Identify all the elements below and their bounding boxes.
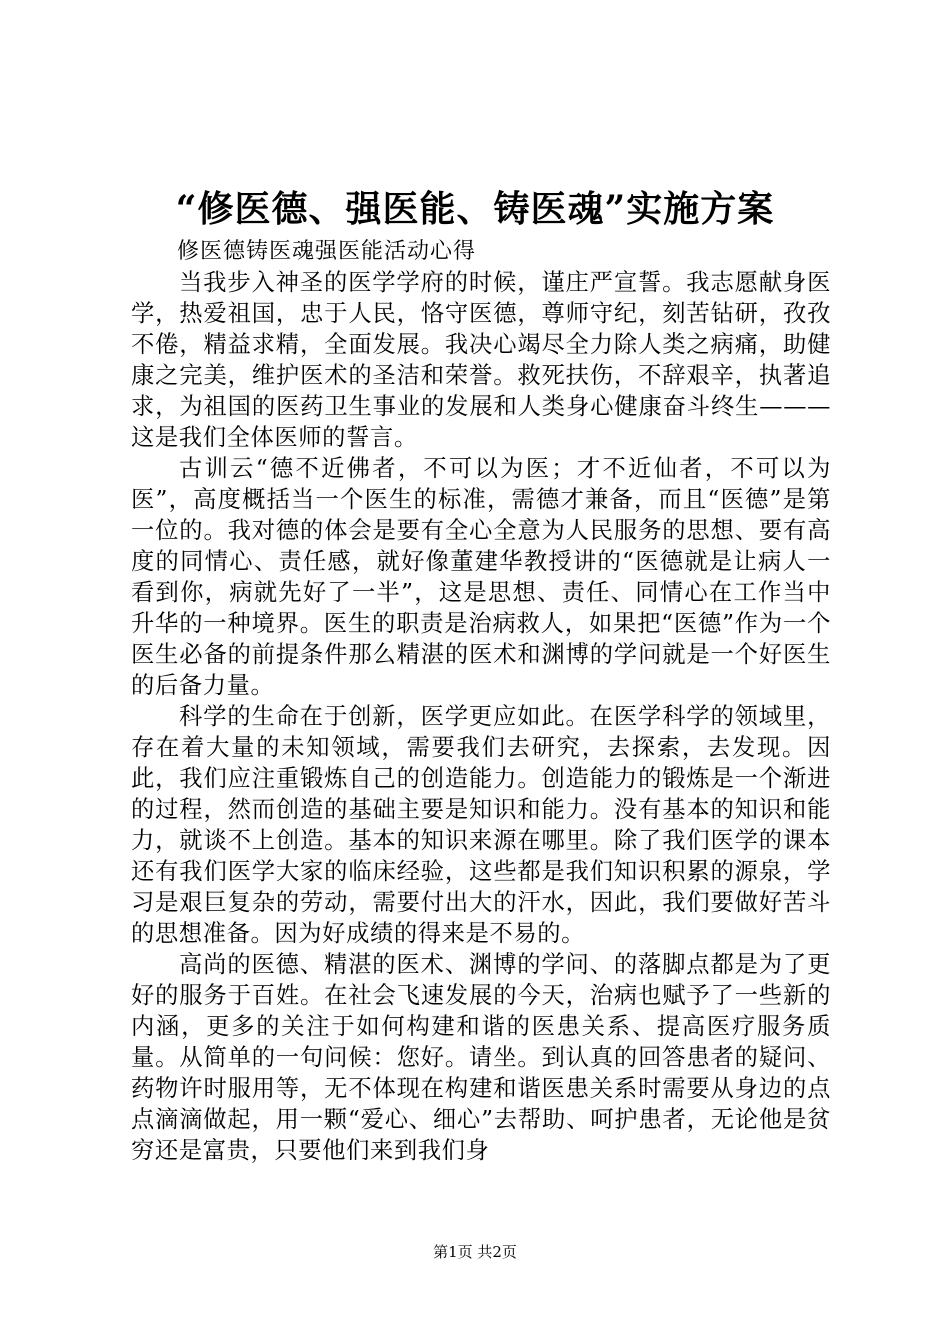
document-body [131, 236, 831, 1166]
paragraph-4: 高尚的医德、精湛的医术、渊博的学问、的落脚点都是为了更好的服务于百姓。在社会飞速发展的今天，治病也赋予了一些新的内涵，更多的关注于如何构建和谐的医患关系、提高医疗服务质量。从简单的一句问候：您好。请坐。到认真的回答患者的疑问、药物许时服用等，无不体现在构建和谐医患关系时需要从身边的点点滴滴做起，用一颗“爱心、细心”去帮助、呵护患者，无论他是贫穷还是富贵，只要他们来到我们身 [131, 951, 831, 1164]
document-subtitle: 修医德铸医魂强医能活动心得 [177, 239, 477, 264]
paragraph-3: 科学的生命在于创新，医学更应如此。在医学科学的领域里，存在着大量的未知领域，需要我们去研究，去探索，去发现。因此，我们应注重锻炼自己的创造能力。创造能力的锻炼是一个渐进的过程，然而创造的基础主要是知识和能力。没有基本的知识和能力，就谈不上创造。基本的知识来源在哪里。除了我们医学的课本还有我们医学大家的临床经验，这些都是我们知识积累的源泉，学习是艰巨复杂的劳动，需要付出大的汗水，因此，我们要做好苦斗的思想准备。因为好成绩的得来是不易的。 [131, 703, 831, 947]
page-footer: 第1页 共2页 [433, 1243, 517, 1261]
paragraph-2: 古训云“德不近佛者，不可以为医；才不近仙者，不可以为医”，高度概括当一个医生的标准，需德才兼备，而且“医德”是第一位的。我对德的体会是要有全心全意为人民服务的思想、要有高度的同情心、责任感，就好像董建华教授讲的“医德就是让病人一看到你，病就先好了一半”，这是思想、责任、同情心在工作当中升华的一种境界。医生的职责是治病救人，如果把“医德”作为一个医生必备的前提条件那么精湛的医术和渊博的学问就是一个好医生的后备力量。 [131, 455, 831, 699]
paragraph-1: 当我步入神圣的医学学府的时候，谨庄严宣誓。我志愿献身医学，热爱祖国，忠于人民，恪守医德，尊师守纪，刻苦钻研，孜孜不倦，精益求精，全面发展。我决心竭尽全力除人类之病痛，助健康之完美，维护医术的圣洁和荣誉。救死扶伤，不辞艰辛，执著追求，为祖国的医药卫生事业的发展和人类身心健康奋斗终生———这是我们全体医师的誓言。 [131, 269, 831, 451]
document-title: “修医德、强医能、铸医魂”实施方案 [175, 188, 775, 230]
